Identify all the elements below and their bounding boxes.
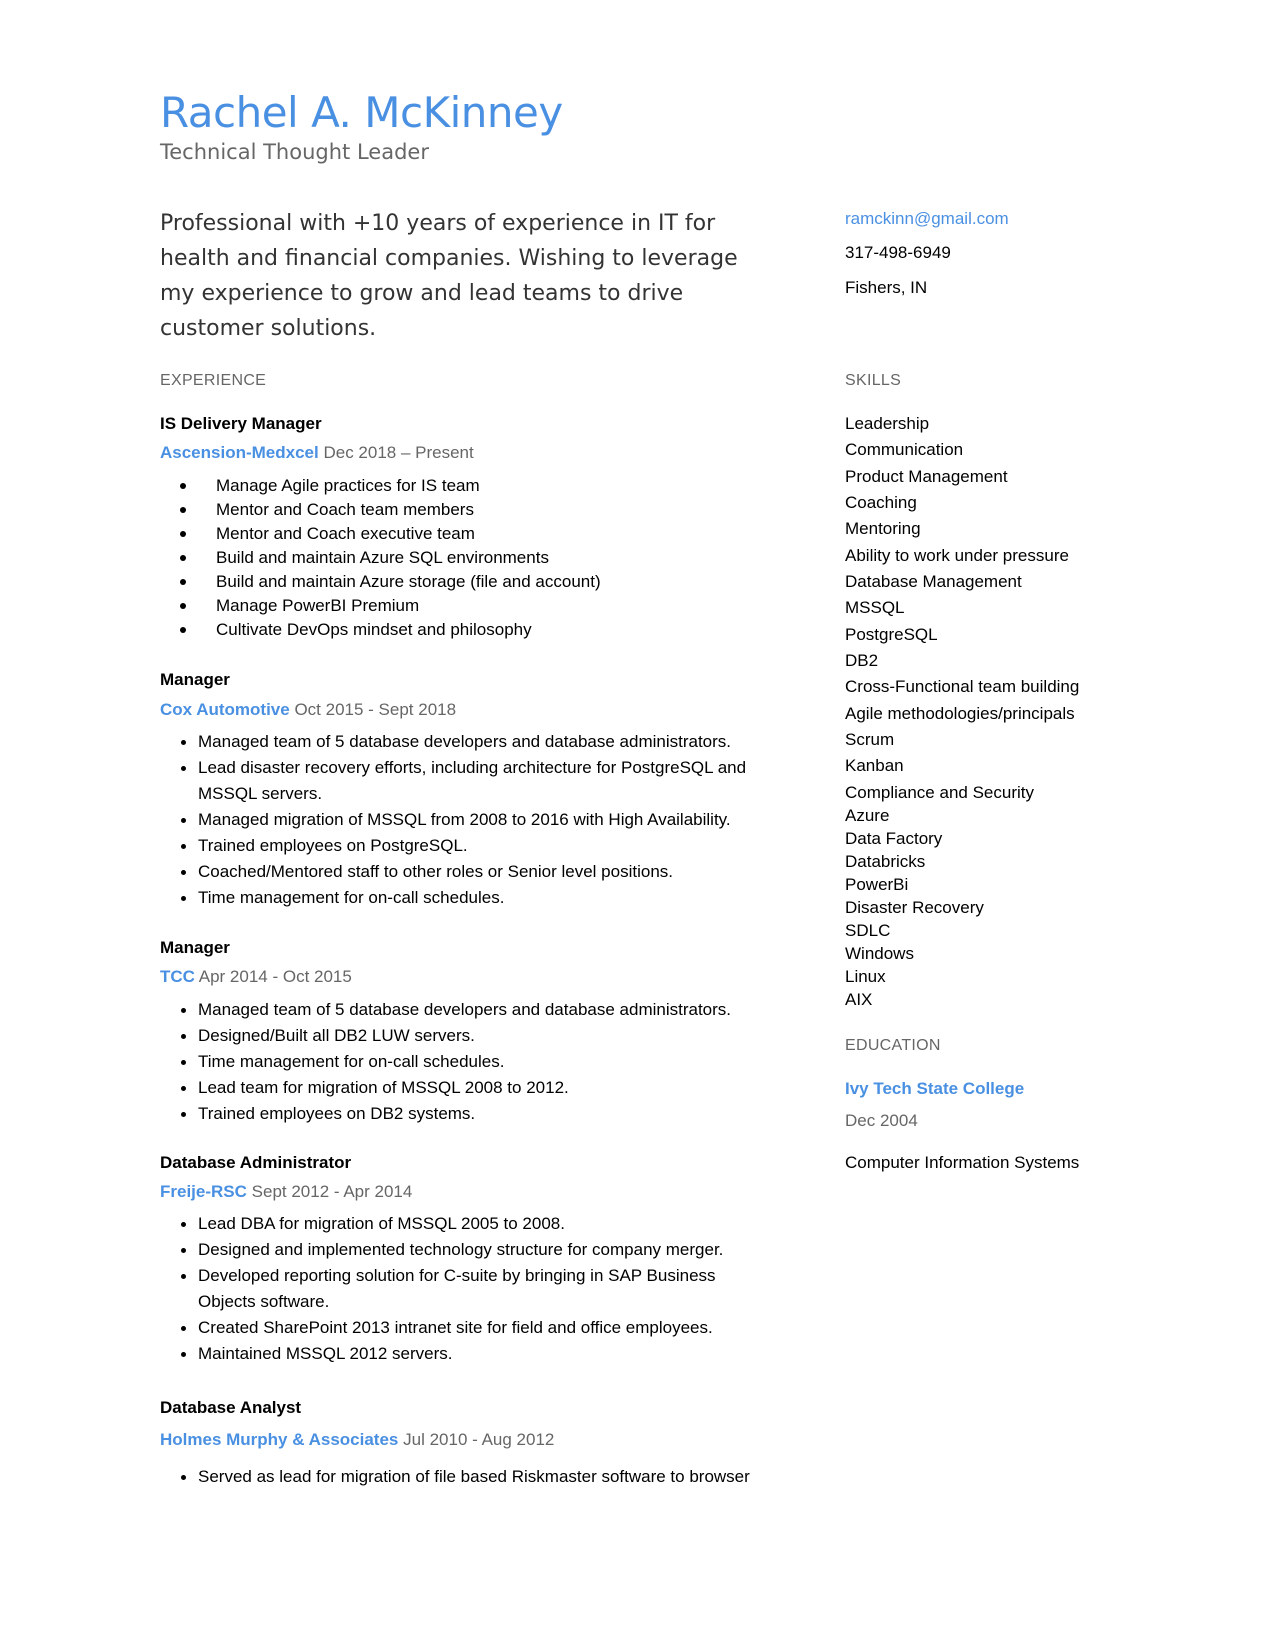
job-company: Freije-RSC <box>160 1182 247 1201</box>
bullet-icon <box>181 1034 186 1039</box>
bullet-icon <box>181 818 186 823</box>
job-bullets <box>160 997 760 1127</box>
bullet-icon <box>180 627 186 633</box>
job-bullets <box>160 474 780 642</box>
education-school: Ivy Tech State College <box>845 1079 1025 1098</box>
experience-heading: EXPERIENCE <box>160 372 267 389</box>
bullet-icon <box>181 896 186 901</box>
job-company: Ascension-Medxcel <box>160 443 319 462</box>
bullet-icon <box>181 1086 186 1091</box>
job-company: Cox Automotive <box>160 700 290 719</box>
job-title: Manager <box>160 670 230 689</box>
list-item: Cultivate DevOps mindset and philosophy <box>160 618 780 642</box>
list-item: Build and maintain Azure storage (file and account) <box>160 570 780 594</box>
skill-item: Communication <box>845 440 964 459</box>
bullet-icon <box>181 844 186 849</box>
skill-item: Linux <box>845 967 886 986</box>
bullet-icon <box>180 603 186 609</box>
job-meta <box>160 967 352 987</box>
job-dates: Dec 2018 – Present <box>323 443 474 462</box>
skill-item: Leadership <box>845 414 930 433</box>
list-item: Served as lead for migration of file based Riskmaster software to browser <box>160 1464 800 1490</box>
skill-item: Agile methodologies/principals <box>845 704 1075 723</box>
resume-role: Technical Thought Leader <box>160 140 429 164</box>
list-item: Lead disaster recovery efforts, including architecture for PostgreSQL and MSSQL servers. <box>160 755 760 807</box>
skills-list <box>845 0 1205 1009</box>
skill-item: Scrum <box>845 730 895 749</box>
bullet-icon <box>180 483 186 489</box>
skills-heading: SKILLS <box>845 372 902 389</box>
job-title: IS Delivery Manager <box>160 414 322 433</box>
contact-location: Fishers, IN <box>845 278 928 297</box>
skill-item: Data Factory <box>845 829 943 848</box>
list-item: Maintained MSSQL 2012 servers. <box>160 1341 750 1367</box>
list-item: Managed team of 5 database developers and database administrators. <box>160 729 760 755</box>
bullet-icon <box>181 870 186 875</box>
bullet-icon <box>181 1326 186 1331</box>
bullet-icon <box>181 1112 186 1117</box>
skill-item: AIX <box>845 990 873 1009</box>
list-item: Trained employees on DB2 systems. <box>160 1101 760 1127</box>
bullet-icon <box>180 579 186 585</box>
list-item: Designed and implemented technology structure for company merger. <box>160 1237 750 1263</box>
job-bullets <box>160 1211 750 1367</box>
list-item: Mentor and Coach team members <box>160 498 780 522</box>
list-item: Manage PowerBI Premium <box>160 594 780 618</box>
bullet-icon <box>180 531 186 537</box>
bullet-icon <box>181 1352 186 1357</box>
education-date: Dec 2004 <box>845 1111 918 1130</box>
skill-item: Azure <box>845 806 890 825</box>
contact-phone: 317-498-6949 <box>845 243 951 262</box>
list-item: Developed reporting solution for C-suite by bringing in SAP Business Objects software. <box>160 1263 750 1315</box>
bullet-icon <box>181 766 186 771</box>
skill-item: Disaster Recovery <box>845 898 984 917</box>
bullet-icon <box>181 1222 186 1227</box>
bullet-icon <box>181 1008 186 1013</box>
skill-item: Windows <box>845 944 914 963</box>
job-meta <box>160 443 474 463</box>
education-degree: Computer Information Systems <box>845 1153 1080 1172</box>
bullet-icon <box>181 1475 186 1480</box>
list-item: Lead team for migration of MSSQL 2008 to 2012. <box>160 1075 760 1101</box>
contact-email-link[interactable]: ramckinn@gmail.com <box>845 209 1009 228</box>
bullet-icon <box>181 1248 186 1253</box>
list-item: Trained employees on PostgreSQL. <box>160 833 760 859</box>
job-title: Database Analyst <box>160 1398 302 1417</box>
list-item: Coached/Mentored staff to other roles or Senior level positions. <box>160 859 760 885</box>
skill-item: Database Management <box>845 572 1022 591</box>
skill-item: Mentoring <box>845 519 921 538</box>
bullet-icon <box>181 1274 186 1279</box>
list-item: Time management for on-call schedules. <box>160 885 760 911</box>
job-title: Database Administrator <box>160 1153 352 1172</box>
list-item: Created SharePoint 2013 intranet site for field and office employees. <box>160 1315 750 1341</box>
list-item: Time management for on-call schedules. <box>160 1049 760 1075</box>
job-meta <box>160 700 456 720</box>
skill-item: Databricks <box>845 852 926 871</box>
job-bullets <box>160 729 760 911</box>
skill-item: Product Management <box>845 467 1008 486</box>
list-item: Mentor and Coach executive team <box>160 522 780 546</box>
skill-item: Cross-Functional team building <box>845 677 1080 696</box>
list-item: Lead DBA for migration of MSSQL 2005 to 2008. <box>160 1211 750 1237</box>
skill-item: Ability to work under pressure <box>845 546 1069 565</box>
job-company: Holmes Murphy & Associates <box>160 1430 399 1449</box>
skill-item: Kanban <box>845 756 904 775</box>
skill-item: Coaching <box>845 493 917 512</box>
skill-item: Compliance and Security <box>845 783 1034 802</box>
job-dates: Oct 2015 - Sept 2018 <box>294 700 457 719</box>
list-item: Manage Agile practices for IS team <box>160 474 780 498</box>
list-item: Managed migration of MSSQL from 2008 to 2016 with High Availability. <box>160 807 760 833</box>
bullet-icon <box>180 507 186 513</box>
job-dates: Apr 2014 - Oct 2015 <box>198 967 352 986</box>
list-item: Designed/Built all DB2 LUW servers. <box>160 1023 760 1049</box>
skill-item: PowerBi <box>845 875 909 894</box>
skill-item: MSSQL <box>845 598 905 617</box>
skill-item: DB2 <box>845 651 879 670</box>
list-item: Build and maintain Azure SQL environments <box>160 546 780 570</box>
bullet-icon <box>181 740 186 745</box>
resume-name: Rachel A. McKinney <box>160 88 563 137</box>
skill-item: PostgreSQL <box>845 625 938 644</box>
job-title: Manager <box>160 938 230 957</box>
job-bullets <box>160 1464 800 1490</box>
resume-summary: Professional with +10 years of experience in IT for health and financial companies. Wishing to leverage my experience to grow and lead teams to drive customer solutions. <box>160 211 738 341</box>
bullet-icon <box>181 1060 186 1065</box>
job-dates: Sept 2012 - Apr 2014 <box>251 1182 413 1201</box>
job-company: TCC <box>160 967 195 986</box>
job-meta <box>160 1182 412 1202</box>
skill-item: SDLC <box>845 921 891 940</box>
bullet-icon <box>180 555 186 561</box>
job-meta <box>160 1430 554 1450</box>
job-dates: Jul 2010 - Aug 2012 <box>403 1430 555 1449</box>
education-heading: EDUCATION <box>845 1037 941 1054</box>
list-item: Managed team of 5 database developers and database administrators. <box>160 997 760 1023</box>
